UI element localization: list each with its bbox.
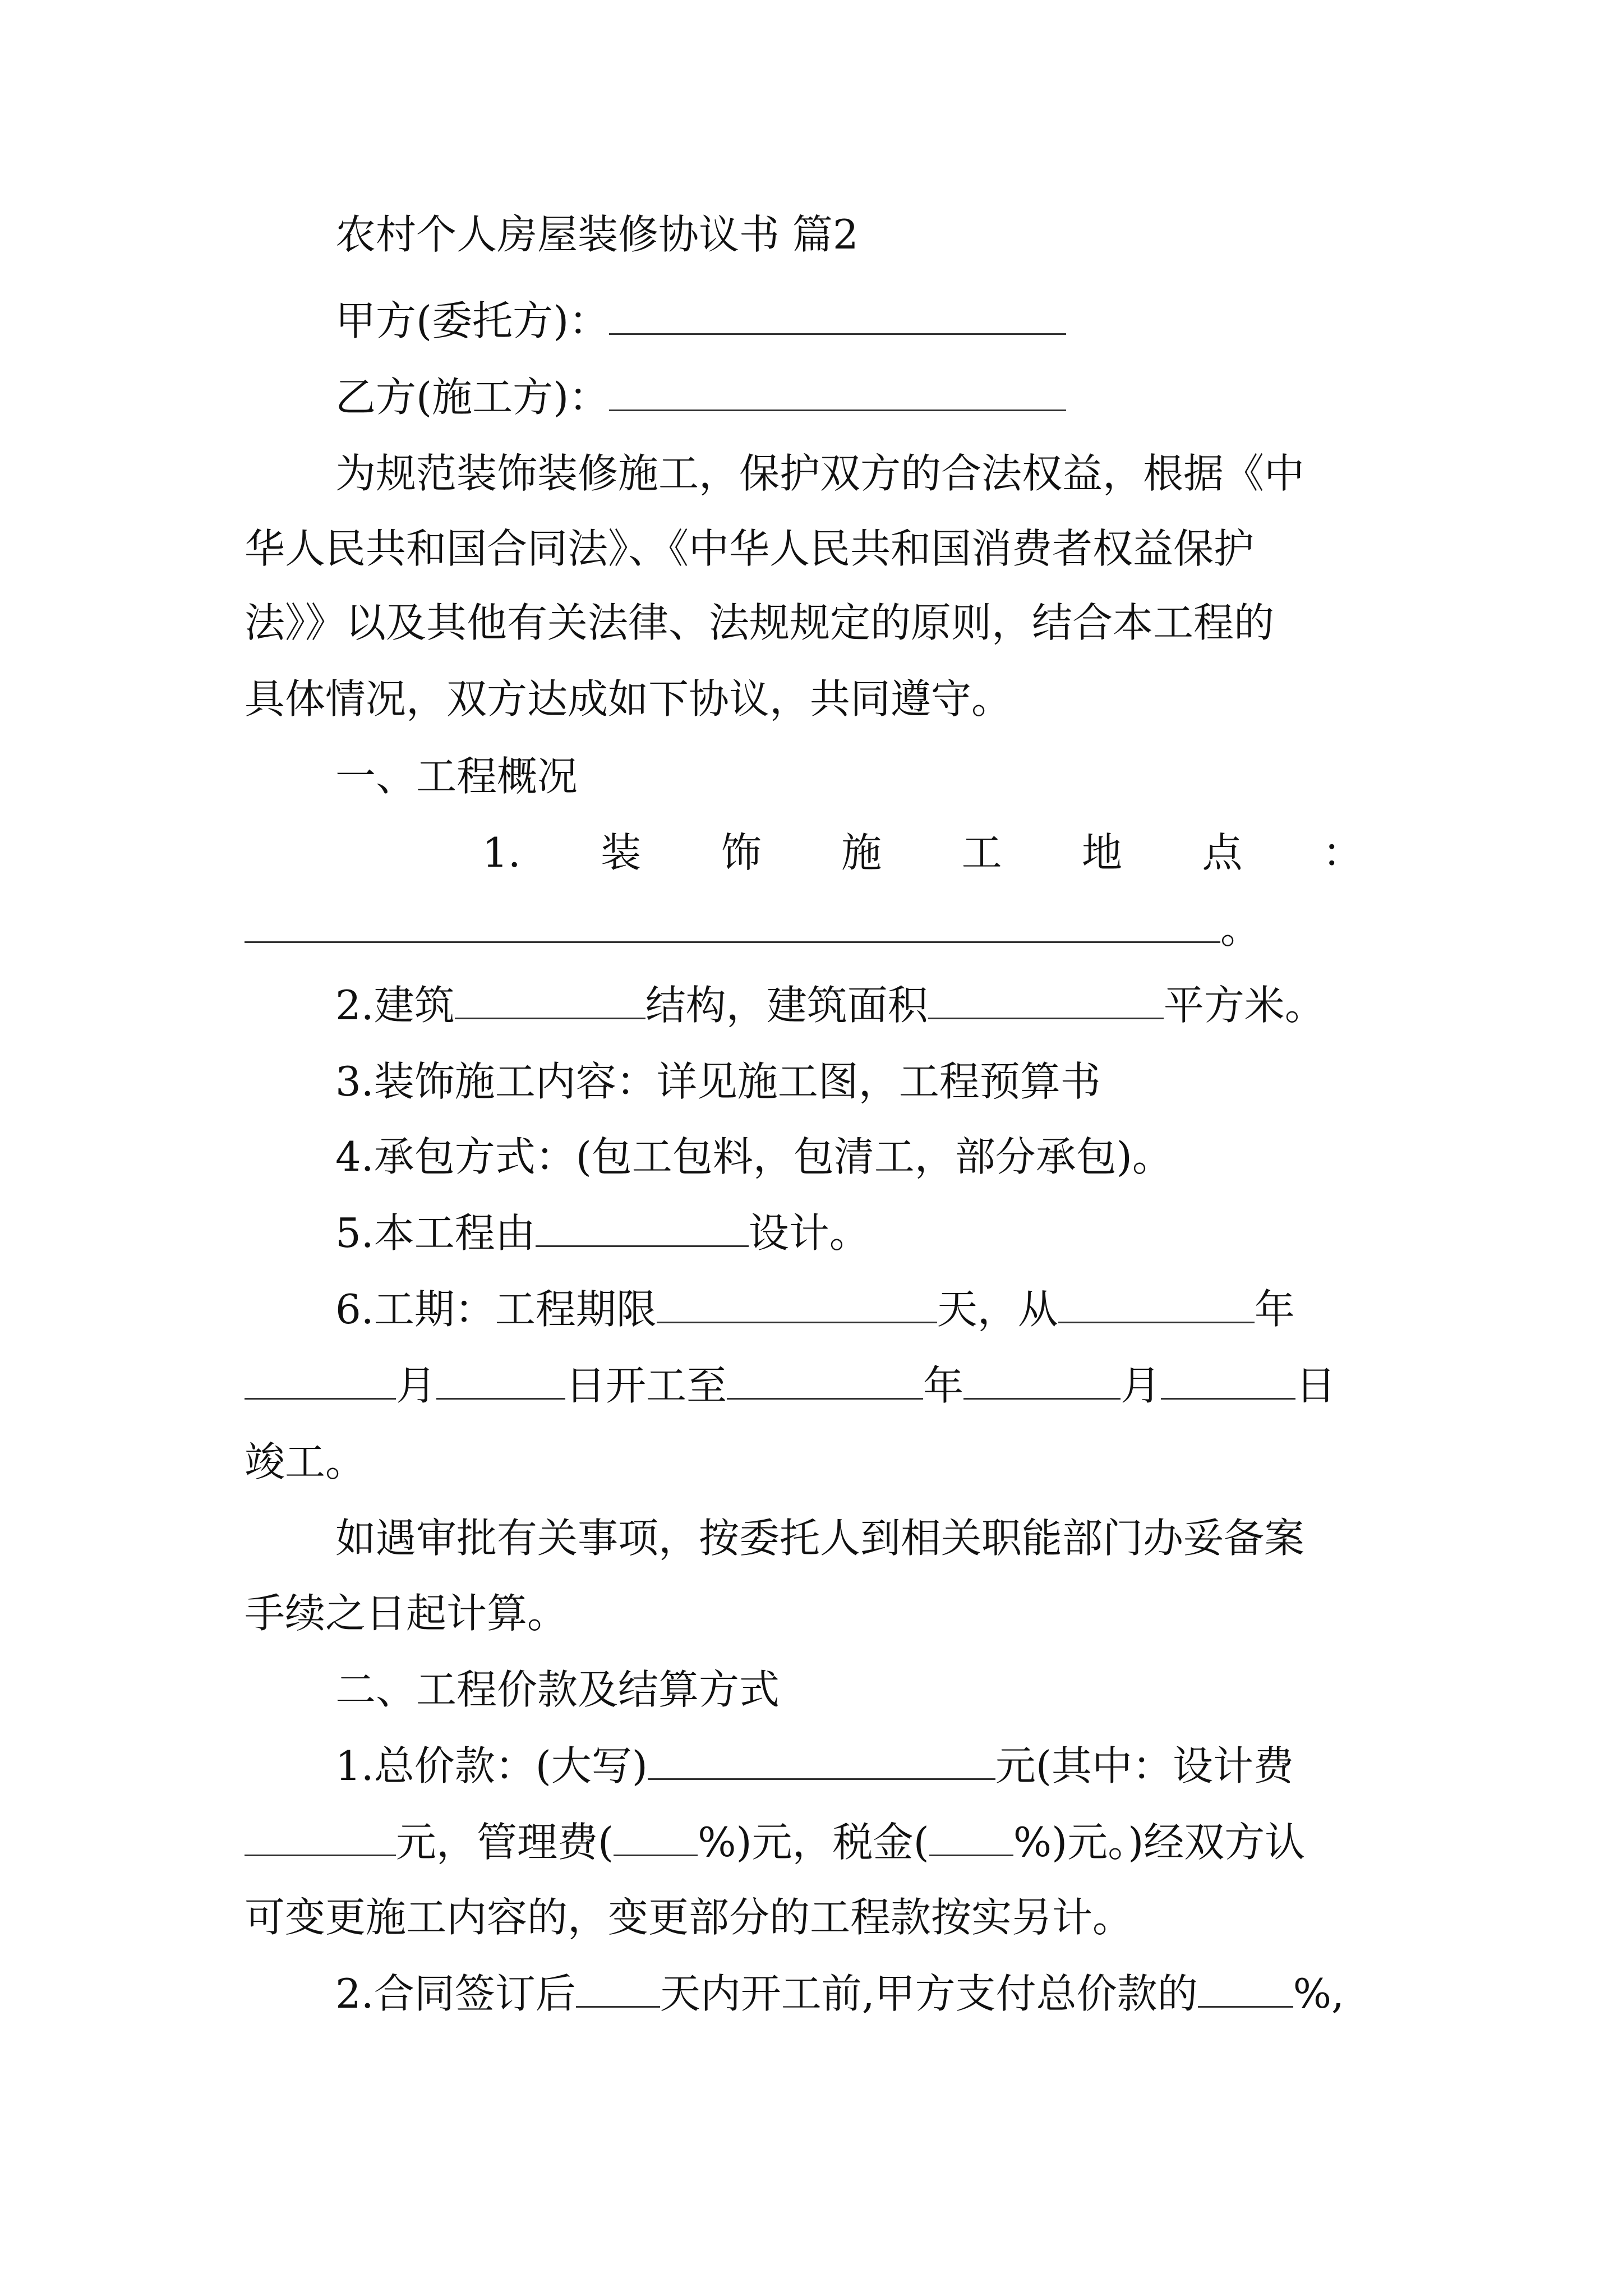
days-blank: [657, 1287, 937, 1323]
party-b-blank: [609, 375, 1066, 411]
design-fee-blank: [245, 1820, 396, 1856]
intro-line: 华人民共和国合同法》、《中华人民共和国消费者权益保护: [245, 525, 1255, 572]
mgmt-pct-blank: [614, 1820, 698, 1856]
start-year-blank: [1058, 1287, 1255, 1323]
s2-item2-text-c: %,: [1293, 1970, 1344, 2017]
start-month-blank: [245, 1363, 396, 1400]
party-b-line: [335, 370, 1485, 424]
section1-item4: 4.承包方式：(包工包料，包清工，部分承包)。: [335, 1133, 1173, 1180]
s2-item1-text-c: 元，管理费(: [396, 1819, 614, 1866]
party-a-blank: [609, 298, 1066, 335]
total-price-blank: [648, 1743, 995, 1780]
site-label-char: ：: [1322, 829, 1363, 876]
designer-blank: [536, 1211, 749, 1247]
structure-blank: [455, 983, 645, 1019]
section2-item1-cont: [245, 1815, 1394, 1869]
item6-text-c: 年: [1254, 1286, 1295, 1333]
item2-text-b: 结构，建筑面积: [645, 982, 928, 1029]
s2-item1-text-a: 1.总价款：(大写): [335, 1742, 648, 1789]
section1-note: 手续之日起计算。: [245, 1590, 568, 1637]
item5-text-b: 设计。: [748, 1209, 870, 1257]
site-label-char: 装: [601, 829, 642, 876]
intro-line: 具体情况，双方达成如下协议，共同遵守。: [245, 675, 1012, 723]
tax-pct-blank: [929, 1820, 1013, 1856]
party-a-line: [335, 294, 1485, 348]
start-day-blank: [436, 1363, 565, 1400]
site-label-spread: [482, 826, 1363, 880]
section1-item6-end: 竣工。: [245, 1438, 366, 1485]
section1-item2: [335, 978, 1485, 1032]
section2-item2: [335, 1967, 1485, 2021]
days-before-start-blank: [576, 1971, 660, 2008]
item6-text-e: 日开工至: [565, 1362, 727, 1409]
s2-item1-text-e: %)元。)经双方认: [1013, 1819, 1306, 1866]
section1-item3: 3.装饰施工内容：详见施工图，工程预算书: [335, 1058, 1101, 1105]
s2-item2-text-b: 天内开工前,甲方支付总价款的: [660, 1970, 1198, 2017]
advance-pct-blank: [1198, 1971, 1293, 2008]
end-day-blank: [1161, 1363, 1295, 1400]
section2-item1-end: 可变更施工内容的，变更部分的工程款按实另计。: [245, 1894, 1133, 1941]
s2-item2-text-a: 2.合同签订后: [335, 1970, 576, 2017]
site-label-char: 地: [1082, 829, 1123, 876]
section1-item1-line: [0, 826, 1623, 880]
section2-heading: 二、工程价款及结算方式: [335, 1666, 780, 1713]
item6-text-a: 6.工期：工程期限: [335, 1286, 657, 1333]
sentence-end: 。: [1220, 905, 1261, 953]
site-label-char: 工: [961, 829, 1002, 876]
intro-line: 法》》以及其他有关法律、法规规定的原则，结合本工程的: [245, 599, 1275, 646]
area-blank: [928, 983, 1164, 1019]
site-label-char: 施: [841, 829, 882, 876]
item6-text-d: 月: [396, 1362, 437, 1409]
document-title: 农村个人房屋装修协议书 篇2: [335, 211, 859, 258]
section1-note: 如遇审批有关事项，按委托人到相关职能部门办妥备案: [335, 1515, 1305, 1562]
item6-text-h: 日: [1295, 1362, 1336, 1409]
section1-heading: 一、工程概况: [335, 753, 578, 800]
item6-text-f: 年: [923, 1362, 964, 1409]
intro-line: 为规范装饰装修施工，保护双方的合法权益，根据《中: [335, 450, 1305, 497]
site-label-char: 饰: [721, 829, 762, 876]
item2-text-c: 平方米。: [1163, 982, 1325, 1029]
site-address-line: [245, 902, 1394, 956]
item-number: 1.: [482, 829, 521, 876]
end-year-blank: [727, 1363, 923, 1400]
party-b-label: 乙方(施工方)：: [335, 374, 610, 421]
party-a-label: 甲方(委托方)：: [335, 297, 610, 344]
item5-text-a: 5.本工程由: [335, 1209, 536, 1257]
item2-text-a: 2.建筑: [335, 982, 455, 1029]
s2-item1-text-d: %)元，税金(: [698, 1819, 929, 1866]
section1-item6: [335, 1282, 1485, 1336]
item6-text-g: 月: [1121, 1362, 1161, 1409]
section1-item6-cont: [245, 1359, 1394, 1412]
section2-item1: [335, 1739, 1485, 1793]
site-address-blank: [245, 907, 1220, 943]
s2-item1-text-b: 元(其中：设计费: [995, 1742, 1294, 1789]
item6-text-b: 天，从: [937, 1286, 1058, 1333]
section1-item5: [335, 1206, 1485, 1260]
site-label-char: 点: [1202, 829, 1243, 876]
end-month-blank: [963, 1363, 1121, 1400]
